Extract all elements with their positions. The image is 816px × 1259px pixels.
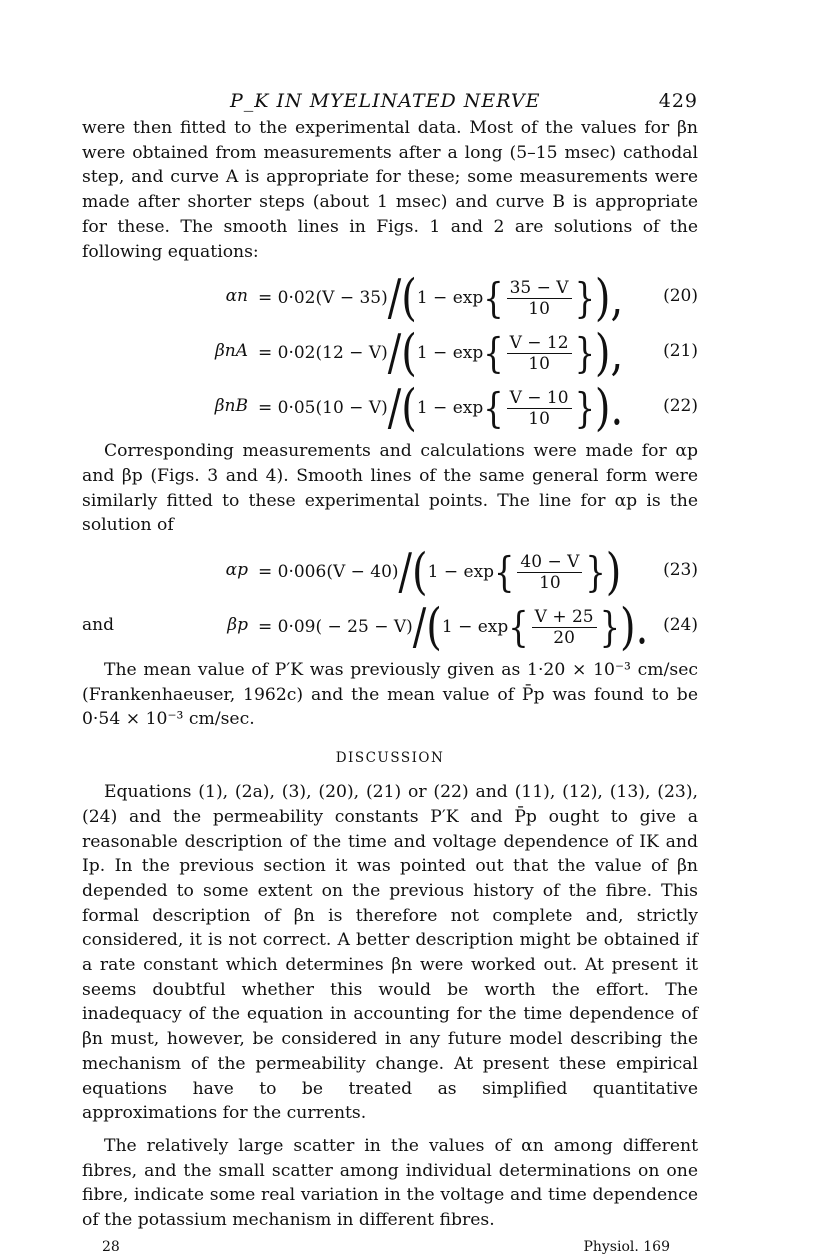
- equation-prefix: and: [82, 615, 114, 636]
- fraction: $\frac{V - 12}{10}$: [507, 333, 572, 374]
- equation-lhs: βp: [227, 615, 248, 636]
- fraction: $\frac{35 - V}{10}$: [507, 278, 572, 319]
- equation-number: (24): [663, 615, 698, 636]
- equation-number: (23): [663, 560, 698, 581]
- equation-lhs: βnB: [214, 396, 248, 417]
- equation-20: [82, 270, 698, 325]
- equation-21: [82, 325, 698, 380]
- equation-number: (22): [663, 396, 698, 417]
- fraction: $\frac{V - 10}{10}$: [507, 388, 572, 429]
- fraction: $\frac{V + 25}{20}$: [532, 607, 597, 648]
- footer-signature: 28: [102, 1238, 120, 1255]
- equation-23: [82, 544, 698, 599]
- equation-number: (20): [663, 286, 698, 307]
- equation-lhs: αn: [225, 286, 248, 307]
- section-heading: DISCUSSION: [335, 750, 445, 767]
- intro-paragraph: were then fitted to the experimental data. Most of the values for βn were obtained from measurements after a long (5–15 msec) cathodal step, and curve A is appropriate for these; some measurements were made after shorter steps (about 1 msec) and curve B is appropriate for these. The smooth lines in Figs. 1 and 2 are solutions of the following equations:: [82, 118, 698, 262]
- equations-p-group: [82, 544, 698, 654]
- equation-rhs: = 0·006(V − 40) / ( 1 − exp { $\frac{40 - V}{10}$ } ): [258, 543, 622, 601]
- equation-22: [82, 380, 698, 435]
- page: [82, 86, 698, 1259]
- equation-lhs: βnA: [214, 341, 248, 362]
- equation-rhs: = 0·02(V − 35) / ( 1 − exp { $\frac{35 - V}{10}$ } ),: [258, 269, 624, 327]
- running-title: P_K IN MYELINATED NERVE: [230, 90, 541, 112]
- equation-24: [82, 599, 698, 654]
- equations-n-group: [82, 270, 698, 435]
- equation-rhs: = 0·02(12 − V) / ( 1 − exp { $\frac{V - 12}{10}$ } ),: [258, 324, 624, 382]
- running-header: [82, 86, 698, 116]
- discussion-paragraph-1: Equations (1), (2a), (3), (20), (21) or (22) and (11), (12), (13), (23), (24) and the permeability constants P′K and P̄p ought to give a reasonable description of the time and voltage dependence of IK and Ip. In the previous section it was pointed out that the value of βn depended to some extent on the previous history of the fibre. This formal description of βn is therefore not complete and, strictly considered, it is not correct. A better description might be obtained if a rate constant which determines βn were worked out. At present it seems doubtful whether this would be worth the effort. The inadequacy of the equation in accounting for the time dependence of βn must, however, be considered in any future model describing the mechanism of the permeability change. At present these empirical equations have to be treated as simplified quantitative approximations for the currents.: [82, 782, 698, 1124]
- page-number: 429: [658, 90, 698, 112]
- equation-lhs: αp: [225, 560, 248, 581]
- page-footer: [82, 1235, 698, 1259]
- fraction: $\frac{40 - V}{10}$: [517, 552, 582, 593]
- mean-value-paragraph: The mean value of P′K was previously given as 1·20 × 10⁻³ cm/sec (Frankenhaeuser, 1962c) and the mean value of P̄p was found to be 0·54 × 10⁻³ cm/sec.: [82, 660, 698, 730]
- equation-number: (21): [663, 341, 698, 362]
- discussion-paragraph-2: The relatively large scatter in the values of αn among different fibres, and the small scatter among individual determinations on one fibre, indicate some real variation in the voltage and time dependence of the potassium mechanism in different fibres.: [82, 1135, 698, 1231]
- middle-paragraph: Corresponding measurements and calculations were made for αp and βp (Figs. 3 and 4). Smooth lines of the same general form were similarly fitted to these experimental points. The line for αp is the solution of: [82, 441, 698, 536]
- equation-rhs: = 0·05(10 − V) / ( 1 − exp { $\frac{V - 10}{10}$ } ).: [258, 379, 624, 437]
- equation-rhs: = 0·09( − 25 − V) / ( 1 − exp { $\frac{V + 25}{20}$ } ).: [258, 598, 649, 656]
- footer-journal: Physiol. 169: [583, 1238, 670, 1255]
